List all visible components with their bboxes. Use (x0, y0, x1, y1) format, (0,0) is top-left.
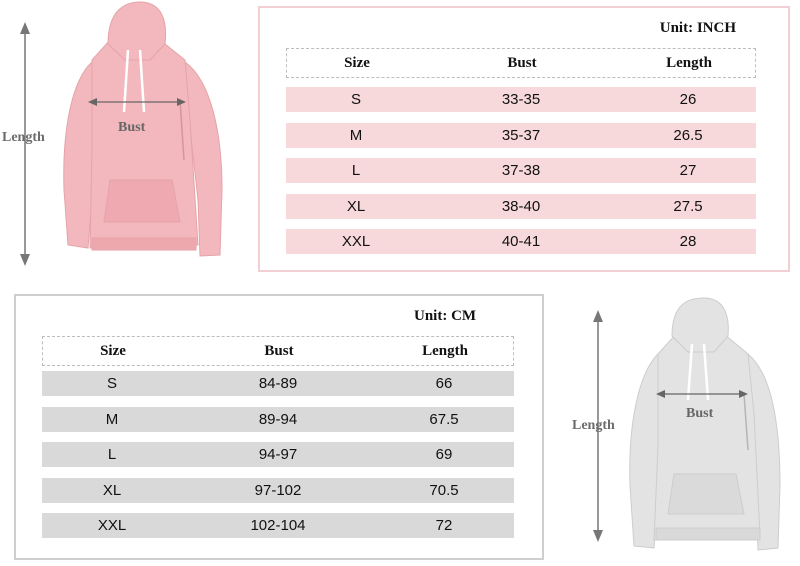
unit-label: Unit: INCH (659, 20, 736, 36)
inch-size-chart (258, 6, 790, 272)
length-label: Length (2, 130, 45, 145)
size-cell: L (351, 162, 361, 179)
column-header-bust: Bust (264, 342, 294, 359)
table-body (42, 371, 514, 549)
column-header-bust: Bust (507, 54, 537, 71)
length-cell: 72 (435, 517, 453, 534)
cm-size-chart (14, 294, 544, 560)
bust-cell: 33-35 (501, 91, 541, 108)
bust-cell: 97-102 (254, 481, 302, 499)
length-cell: 27.5 (673, 197, 703, 215)
table-row (286, 194, 756, 219)
table-row (286, 229, 756, 254)
table-header (42, 336, 514, 366)
size-cell: XL (346, 197, 366, 215)
table-row (42, 407, 514, 432)
length-cell: 67.5 (429, 410, 459, 428)
size-cell: S (106, 375, 118, 392)
size-cell: M (105, 410, 119, 428)
column-header-length: Length (422, 342, 468, 359)
bust-cell: 40-41 (501, 233, 541, 250)
size-cell: XXL (341, 233, 371, 250)
size-cell: S (350, 91, 362, 108)
table-row (42, 513, 514, 538)
length-cell: 66 (435, 375, 453, 392)
column-header-size: Size (100, 342, 126, 359)
length-cell: 26.5 (673, 126, 703, 144)
length-cell: 27 (679, 162, 697, 179)
size-cell: L (107, 446, 117, 463)
size-cell: M (349, 126, 363, 144)
table-row (42, 371, 514, 396)
length-cell: 28 (679, 233, 697, 250)
column-header-size: Size (344, 54, 370, 71)
bust-cell: 84-89 (258, 375, 298, 392)
bust-cell: 102-104 (250, 517, 306, 534)
size-cell: XL (102, 481, 122, 499)
bust-cell: 38-40 (501, 197, 541, 215)
table-row (42, 442, 514, 467)
bust-cell: 37-38 (501, 162, 541, 179)
table-body (286, 87, 756, 265)
pink-hoodie-figure (0, 0, 250, 270)
column-header-length: Length (666, 54, 712, 71)
table-row (42, 478, 514, 503)
bust-label: Bust (686, 406, 714, 421)
size-cell: XXL (97, 517, 127, 534)
length-cell: 69 (435, 446, 453, 463)
table-row (286, 123, 756, 148)
grey-hoodie-figure (560, 296, 800, 562)
bust-cell: 89-94 (258, 410, 298, 428)
table-row (286, 87, 756, 112)
unit-label: Unit: CM (414, 308, 477, 324)
length-label: Length (572, 418, 615, 433)
bust-label: Bust (118, 120, 146, 135)
length-cell: 70.5 (429, 481, 459, 499)
table-row (286, 158, 756, 183)
length-cell: 26 (679, 91, 697, 108)
bust-cell: 94-97 (258, 446, 298, 463)
table-header (286, 48, 756, 78)
bust-cell: 35-37 (501, 126, 541, 144)
